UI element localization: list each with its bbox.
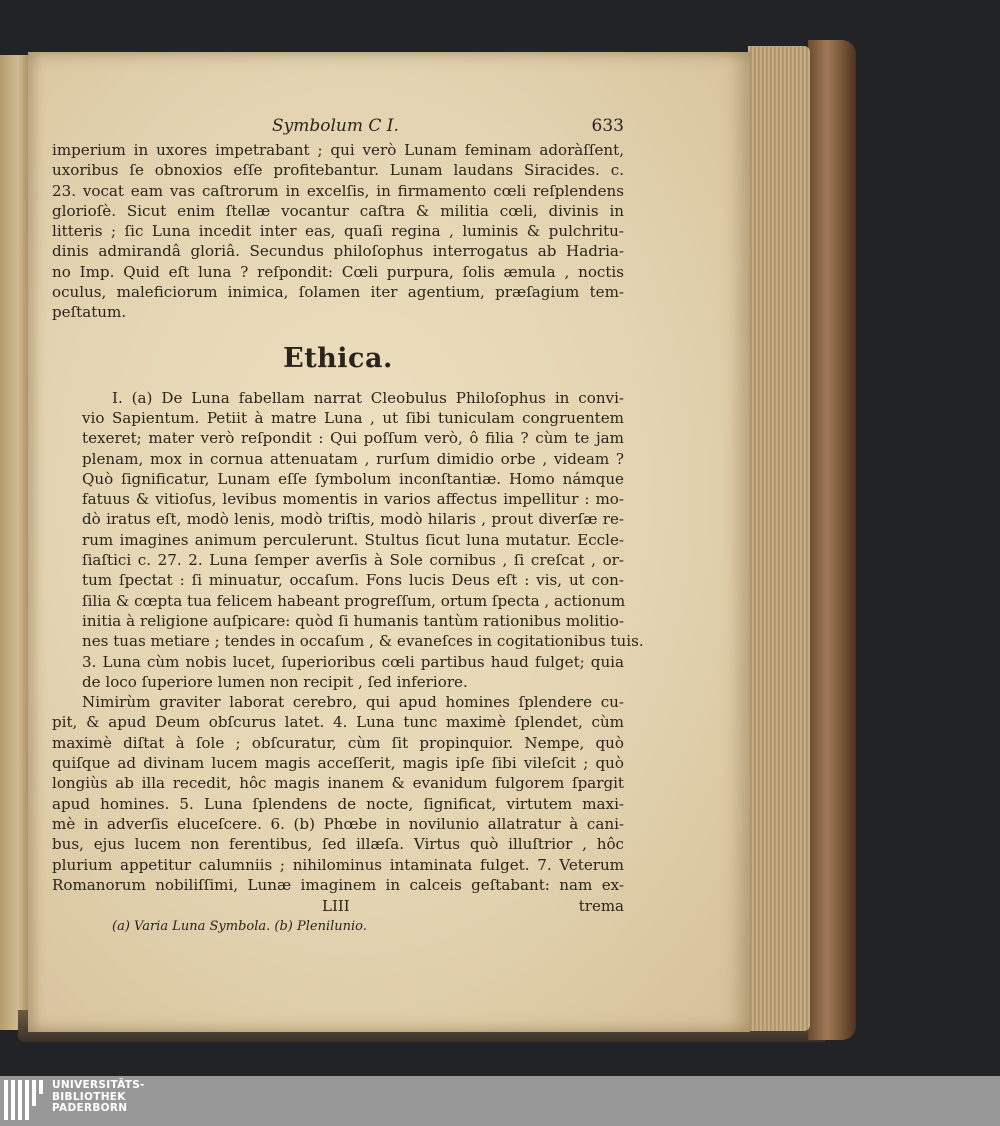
page-edges: [748, 46, 810, 1031]
facing-page-edge: [0, 55, 30, 1030]
text-line: apud homines. 5. Luna ſplendens de nocte, ſignificat, virtutem maxi-: [52, 794, 624, 813]
text-line: ſilia & cœpta tua felicem habeant progreſſum, ortum ſpecta , actionum: [82, 591, 626, 610]
text-line: ſiaſtici c. 27. 2. Luna ſemper averſis à Sole cornibus , ſi creſcat , or-: [82, 551, 624, 570]
text-line: dinis admirandâ gloriâ. Secundus philoſophus interrogatus ab Hadria-: [52, 242, 624, 261]
text-line: Romanorum nobiliſſimi, Lunæ imaginem in calceis geſtabant: nam ex-: [52, 875, 624, 894]
text-line: peſtatum.: [52, 303, 127, 322]
text-line: glorioſè. Sicut enim ſtellæ vocantur caſtra & militia cœli, divinis in: [52, 201, 624, 220]
library-name-line: UNIVERSITÄTS-: [52, 1079, 145, 1091]
text-line: 3. Luna cùm nobis lucet, ſuperioribus cœli partibus haud fulget; quia: [82, 652, 624, 671]
text-line: Quò ſignificatur, Lunam eſſe ſymbolum inconſtantiæ. Homo námque: [82, 469, 624, 488]
text-line: longiùs ab illa recedit, hôc magis inanem & evanidum fulgorem ſpargit: [52, 774, 624, 793]
running-header: [52, 112, 624, 140]
page-text: [52, 112, 644, 935]
page-number: 633: [591, 116, 624, 136]
text-line: texeret; mater verò reſpondit : Qui poſſum verò, ô filia ? cùm te jam: [82, 429, 624, 448]
signature-mark: LIII: [322, 897, 350, 916]
text-line: bus, ejus lucem non ferentibus, ſed illæſa. Virtus quò illuſtrior , hôc: [52, 835, 624, 854]
footnotes: (a) Varia Luna Symbola. (b) Plenilunio.: [112, 919, 367, 935]
text-line: imperium in uxores impetrabant ; qui verò Lunam feminam adoràſſent,: [52, 141, 624, 159]
paragraph-1: [52, 140, 624, 323]
text-line: pit, & apud Deum obſcurus latet. 4. Luna tunc maximè ſplendet, cùm: [52, 713, 624, 732]
text-line: rum imagines animum perculerunt. Stultus ſicut luna mutatur. Eccle-: [82, 530, 624, 549]
text-line: de loco ſuperiore lumen non recipit , ſed inferiore.: [82, 672, 468, 691]
text-line: mè in adverſis eluceſcere. 6. (b) Phœbe in novilunio allatratur à cani-: [52, 814, 624, 833]
running-title: Symbolum C I.: [272, 116, 399, 136]
text-line: plurium appetitur calumniis ; nihilominus intaminata fulget. 7. Veterum: [52, 855, 624, 874]
library-name: [52, 1080, 145, 1115]
text-line: vio Sapientum. Petiit à matre Luna , ut ſibi tuniculam congruentem: [82, 408, 624, 427]
text-line: initia à religione auſpicare: quòd ſi humanis tantùm rationibus molitio-: [82, 611, 624, 630]
text-line: litteris ; ſic Luna incedit inter eas, quaſi regina , luminis & pulchritu-: [52, 222, 624, 241]
paragraph-3: [52, 692, 624, 895]
text-line: 23. vocat eam vas caſtrorum in excelſis, in firmamento cœli reſplendens: [52, 181, 624, 200]
text-line: fatuus & vitioſus, levibus momentis in varios affectus impellitur : mo-: [82, 490, 624, 509]
library-logo-icon: [4, 1080, 46, 1122]
library-name-line: BIBLIOTHEK: [52, 1090, 126, 1103]
text-line: oculus, maleficiorum inimica, ſolamen iter agentium, præſagium tem-: [52, 283, 624, 302]
page-signature-line: [52, 897, 624, 915]
text-line: quiſque ad divinam lucem magis acceſſerit, magis ipſe ſibi vileſcit ; quò: [52, 754, 624, 773]
library-footer: [0, 1076, 1000, 1126]
text-line: nes tuas metiare ; tendes in occaſum , & evaneſces in cogitationibus tuis.: [82, 632, 644, 651]
text-line: dò iratus eſt, modò lenis, modò triſtis, modò hilaris , prout diverſæ re-: [82, 510, 624, 529]
library-name-line: PADERBORN: [52, 1102, 128, 1114]
text-line: tum ſpectat : ſi minuatur, occaſum. Fons lucis Deus eſt : vis, ut con-: [82, 571, 624, 590]
text-line: no Imp. Quid eſt luna ? reſpondit: Cœli purpura, ſolis æmula , noctis: [52, 262, 624, 281]
text-line: maximè diſtat à ſole ; obſcuratur, cùm ſit propinquior. Nempe, quò: [52, 733, 624, 752]
section-heading: Ethica.: [283, 342, 393, 374]
text-line: plenam, mox in cornua attenuatam , rurſum dimidio orbe , videam ?: [82, 449, 624, 468]
text-line: I. (a) De Luna fabellam narrat Cleobulus Philoſophus in convi-: [112, 388, 624, 407]
text-line: uxoribus ſe obnoxios eſſe profitebantur. Lunam laudans Siracides. c.: [52, 161, 624, 180]
catchword: trema: [578, 897, 624, 916]
book-spine: [808, 40, 856, 1040]
paragraph-2: [52, 388, 644, 692]
text-line: Nimirùm graviter laborat cerebro, qui apud homines ſplendere cu-: [82, 693, 624, 712]
